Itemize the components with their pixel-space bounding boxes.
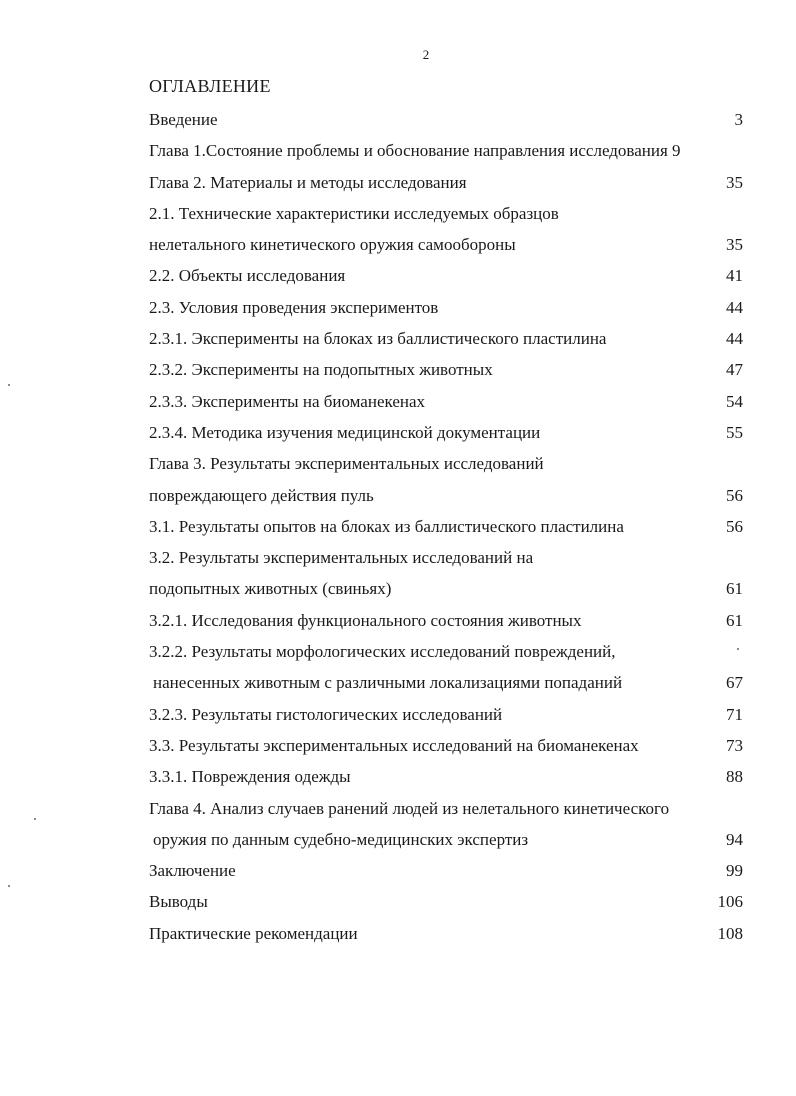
toc-entry-page: 3 xyxy=(734,110,743,129)
toc-entry-3-3-1 xyxy=(0,761,796,792)
toc-entry-findings xyxy=(0,886,796,917)
toc-entry-page: 73 xyxy=(726,735,743,755)
toc-entry-page: 44 xyxy=(726,297,743,317)
toc-entry-page: 67 xyxy=(726,673,743,693)
toc-entry-text: нелетального кинетического оружия самообороны xyxy=(149,235,516,255)
toc-entry-page: 88 xyxy=(726,767,743,787)
toc-entry-chapter-4-cont xyxy=(0,824,796,855)
toc-entry-page: 44 xyxy=(726,329,743,349)
toc-entry-text: Выводы xyxy=(149,892,208,912)
toc-entry-text: 3.2.2. Результаты морфологических исследований повреждений, xyxy=(149,642,616,662)
toc-entry-text: Глава 1.Состояние проблемы и обоснование направления исследования 9 xyxy=(149,141,681,161)
toc-entry-text: подопытных животных (свиньях) xyxy=(149,579,392,599)
toc-entry-chapter-3-cont xyxy=(0,480,796,511)
toc-entry-3-1 xyxy=(0,511,796,542)
table-of-contents xyxy=(0,104,796,949)
toc-entry-page: 54 xyxy=(726,391,743,411)
toc-entry-3-2-1 xyxy=(0,605,796,636)
toc-entry-3-2 xyxy=(0,542,796,573)
page-number: 2 xyxy=(422,47,430,62)
toc-entry-2-3-4 xyxy=(0,417,796,448)
toc-entry-chapter-3 xyxy=(0,448,796,479)
toc-entry-text: 3.1. Результаты опытов на блоках из баллистического пластилина xyxy=(149,516,624,536)
toc-entry-3-2-2 xyxy=(0,636,796,667)
toc-entry-text: 2.3. Условия проведения экспериментов xyxy=(149,297,439,317)
toc-entry-text: 3.2. Результаты экспериментальных исследований на xyxy=(149,548,534,568)
scan-speck xyxy=(8,885,10,887)
toc-entry-page: 106 xyxy=(717,892,743,912)
toc-entry-text: Глава 4. Анализ случаев ранений людей из нелетального кинетического xyxy=(149,798,670,818)
toc-entry-page: 55 xyxy=(726,422,743,442)
toc-entry-3-2-2-cont xyxy=(0,667,796,698)
toc-entry-chapter-4 xyxy=(0,793,796,824)
toc-entry-page: 35 xyxy=(726,235,743,255)
toc-entry-2-3-3 xyxy=(0,386,796,417)
toc-entry-text: 2.3.4. Методика изучения медицинской документации xyxy=(149,422,541,442)
toc-entry-text: 2.3.2. Эксперименты на подопытных животных xyxy=(149,360,493,380)
toc-entry-page: 56 xyxy=(726,485,743,505)
toc-entry-text: нанесенных животным с различными локализациями попаданий xyxy=(153,673,623,693)
scan-speck xyxy=(8,384,10,386)
toc-entry-text: оружия по данным судебно-медицинских экспертиз xyxy=(153,829,529,849)
toc-entry-text: Глава 2. Материалы и методы исследования xyxy=(149,172,467,192)
toc-entry-page: 94 xyxy=(726,829,743,849)
toc-entry-text: 2.2. Объекты исследования xyxy=(149,266,346,286)
toc-entry-text: 3.2.3. Результаты гистологических исследований xyxy=(149,704,503,724)
toc-entry-text: 3.3. Результаты экспериментальных исследований на биоманекенах xyxy=(149,735,639,755)
toc-entry-page: 61 xyxy=(726,610,743,630)
toc-entry-2-3-1 xyxy=(0,323,796,354)
toc-entry-conclusion xyxy=(0,855,796,886)
toc-entry-text: 2.3.3. Эксперименты на биоманекенах xyxy=(149,391,426,411)
toc-entry-recommendations xyxy=(0,918,796,949)
toc-entry-2-1 xyxy=(0,198,796,229)
toc-entry-page: 41 xyxy=(726,266,743,286)
toc-entry-3-2-cont xyxy=(0,573,796,604)
toc-entry-2-3-2 xyxy=(0,354,796,385)
toc-entry-chapter-1 xyxy=(0,135,796,166)
toc-entry-introduction xyxy=(0,104,796,135)
toc-entry-text: Глава 3. Результаты экспериментальных исследований xyxy=(149,454,544,474)
toc-entry-text: 3.2.1. Исследования функционального состояния животных xyxy=(149,610,582,630)
toc-entry-text: 2.1. Технические характеристики исследуемых образцов xyxy=(149,203,559,223)
toc-entry-page: 108 xyxy=(717,923,743,943)
toc-entry-3-3 xyxy=(0,730,796,761)
toc-entry-2-2 xyxy=(0,260,796,291)
toc-entry-2-1-cont xyxy=(0,229,796,260)
toc-entry-text: 3.3.1. Повреждения одежды xyxy=(149,767,351,787)
toc-entry-page: 71 xyxy=(726,704,743,724)
toc-entry-text: Практические рекомендации xyxy=(149,923,358,943)
scan-speck xyxy=(34,818,36,820)
toc-title: ОГЛАВЛЕНИЕ xyxy=(149,76,271,96)
toc-entry-text: повреждающего действия пуль xyxy=(149,485,374,505)
toc-entry-3-2-3 xyxy=(0,699,796,730)
toc-entry-page: 35 xyxy=(726,172,743,192)
toc-entry-page: 61 xyxy=(726,579,743,599)
toc-entry-2-3 xyxy=(0,292,796,323)
toc-entry-text: Заключение xyxy=(149,861,236,881)
toc-entry-page: 56 xyxy=(726,516,743,536)
toc-entry-text: Введение xyxy=(149,110,218,129)
toc-entry-text: 2.3.1. Эксперименты на блоках из баллистического пластилина xyxy=(149,329,607,349)
toc-entry-chapter-2 xyxy=(0,167,796,198)
toc-entry-page: 99 xyxy=(726,861,743,881)
toc-entry-page: 47 xyxy=(726,360,743,380)
scan-speck xyxy=(737,648,739,650)
